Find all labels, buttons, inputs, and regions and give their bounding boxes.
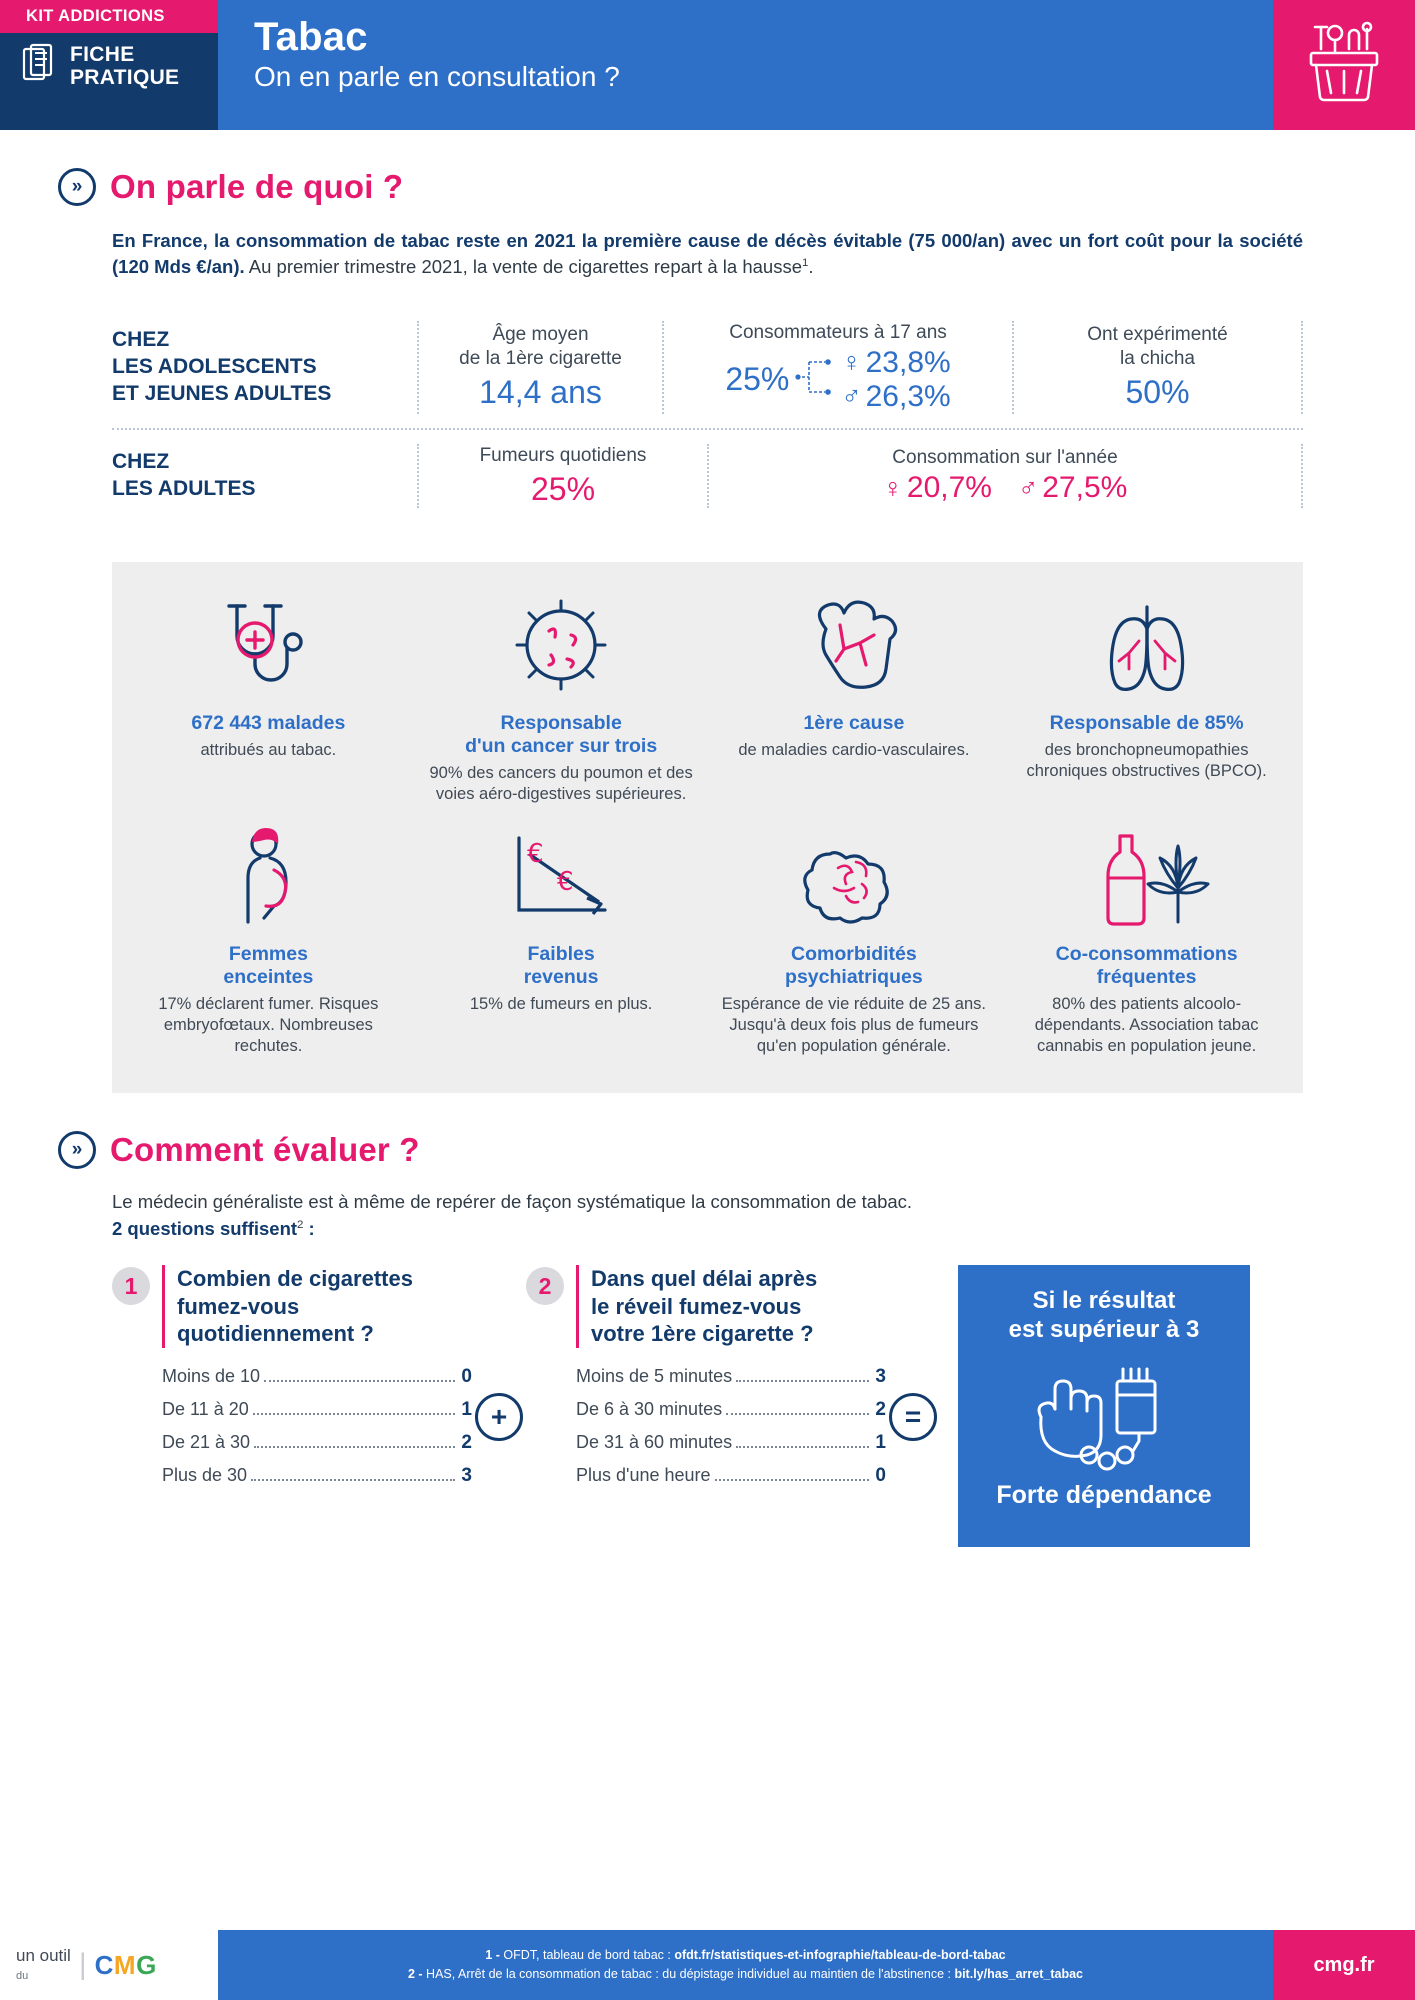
- brain-icon: [720, 823, 989, 933]
- answer-option[interactable]: [162, 1465, 472, 1487]
- question-1-header: [112, 1265, 472, 1348]
- answer-option[interactable]: [576, 1399, 886, 1421]
- answer-points: 3: [875, 1366, 886, 1388]
- question-2-answers: [526, 1366, 886, 1487]
- stats-row-label-adultes: CHEZ LES ADULTES: [112, 449, 256, 500]
- tile-title: Responsable d'un cancer sur trois: [465, 711, 658, 757]
- evaluation-lead: [112, 1189, 1303, 1243]
- evaluation-lead-bold: 2 questions suffisent: [112, 1218, 298, 1240]
- stat-cell-chicha: [1012, 321, 1303, 414]
- question-1-title: Combien de cigarettes fumez-vous quotidiennement ?: [162, 1265, 413, 1348]
- page-title: Tabac: [254, 15, 368, 59]
- tile-text: 15% de fumeurs en plus.: [469, 995, 653, 1014]
- tile-title: 1ère cause: [803, 711, 905, 734]
- section-title-2: Comment évaluer ?: [110, 1131, 420, 1169]
- answer-option[interactable]: [162, 1399, 472, 1421]
- tile-title: Comorbidités psychiatriques: [785, 943, 923, 989]
- tile-co-consommations: [1000, 823, 1293, 1057]
- stat-label-consommation-annee: Consommation sur l'année: [892, 447, 1118, 469]
- answer-points: 2: [875, 1399, 886, 1421]
- answer-points: 0: [875, 1465, 886, 1487]
- tile-text: attribués au tabac.: [200, 740, 337, 759]
- leader-dots: [264, 1380, 455, 1382]
- leader-dots: [254, 1446, 455, 1448]
- lungs-icon: [1012, 592, 1281, 702]
- stat-male-17: ♂ 26,3%: [841, 379, 951, 413]
- tile-title: Femmes enceintes: [223, 943, 314, 989]
- intro-paragraph: [112, 228, 1303, 281]
- evaluation-lead-colon: :: [303, 1218, 315, 1240]
- tile-cancer: [415, 592, 708, 805]
- answer-label: Moins de 10: [162, 1366, 261, 1387]
- stat-label-consommateurs-17: Consommateurs à 17 ans: [729, 321, 947, 343]
- stat-label-fumeurs-quotidiens: Fumeurs quotidiens: [479, 444, 647, 466]
- answer-label: Plus de 30: [162, 1465, 248, 1486]
- leader-dots: [251, 1479, 455, 1481]
- result-title: Si le résultat est supérieur à 3: [1008, 1287, 1200, 1343]
- leader-dots: [253, 1413, 456, 1415]
- answer-label: De 31 à 60 minutes: [576, 1432, 733, 1453]
- stat-value-fumeurs-quotidiens: 25%: [530, 470, 596, 507]
- plus-icon: +: [475, 1393, 523, 1441]
- fiche-pratique-block: [0, 33, 218, 90]
- footer-site-link[interactable]: cmg.fr: [1273, 1930, 1415, 2000]
- question-2-number: 2: [526, 1267, 564, 1305]
- leader-dots: [715, 1479, 870, 1481]
- footer-reference-1: 1 - OFDT, tableau de bord tabac : ofdt.fr/statistiques-et-infographie/tableau-de-bord-tabac: [485, 1948, 1006, 1963]
- tile-bpco: [1000, 592, 1293, 805]
- leader-dots: [726, 1413, 869, 1415]
- stat-female-17: ♀ 23,8%: [841, 345, 951, 379]
- tile-text: des bronchopneumopathies chroniques obstructives (BPCO).: [1026, 740, 1267, 780]
- answer-label: De 21 à 30: [162, 1432, 251, 1453]
- stat-male-adult: ♂ 27,5%: [1018, 471, 1128, 505]
- tile-title: Responsable de 85%: [1049, 711, 1244, 734]
- svg-text:€: €: [527, 839, 544, 870]
- header-right-block: [1273, 0, 1415, 130]
- answer-points: 1: [875, 1432, 886, 1454]
- stats-row-adolescents: [112, 307, 1303, 430]
- statistics-block: [112, 307, 1303, 522]
- tile-text: Espérance de vie réduite de 25 ans. Jusqu'à deux fois plus de fumeurs qu'en population générale.: [721, 995, 986, 1056]
- section-comment-evaluer-header: [58, 1131, 1415, 1169]
- answer-option[interactable]: [576, 1465, 886, 1487]
- footer-reference-2: 2 - HAS, Arrêt de la consommation de tabac : du dépistage individuel au maintien de l'abstinence : bit.ly/has_arret_tabac: [407, 1967, 1083, 1981]
- leader-dots: [736, 1380, 869, 1382]
- tile-text: 90% des cancers du poumon et des voies aéro-digestives supérieures.: [429, 763, 693, 803]
- question-2-title: Dans quel délai après le réveil fumez-vous votre 1ère cigarette ?: [576, 1265, 817, 1348]
- answer-label: De 11 à 20: [162, 1399, 249, 1420]
- hand-cigarette-chain-icon: [972, 1355, 1236, 1473]
- addiction-basket-icon: [1301, 19, 1387, 112]
- answer-option[interactable]: [162, 1432, 472, 1454]
- answer-option[interactable]: [576, 1366, 886, 1388]
- answer-points: 2: [461, 1432, 472, 1454]
- stat-cell-consommateurs-17: [662, 321, 1012, 414]
- stat-cell-age-moyen: [417, 321, 662, 414]
- answer-points: 3: [461, 1465, 472, 1487]
- intro-bold: En France, la consommation de tabac reste en 2021 la première cause de décès évitable (75 000/an) avec un fort coût pour la société (120 Mds €/an).: [112, 230, 1303, 278]
- pregnant-woman-icon: [134, 823, 403, 933]
- kit-badge: KIT ADDICTIONS: [0, 0, 218, 33]
- male-symbol-icon: ♂: [841, 381, 862, 412]
- leader-dots: [736, 1446, 869, 1448]
- stats-row-adultes: [112, 430, 1303, 522]
- stat-value-age-moyen: 14,4 ans: [479, 373, 602, 410]
- section-on-parle-de-quoi-header: [58, 168, 1415, 206]
- tile-title: Faibles revenus: [523, 943, 599, 989]
- footer-divider: |: [78, 1948, 87, 1981]
- operator-equals: [886, 1393, 940, 1441]
- equals-icon: =: [889, 1393, 937, 1441]
- page-header: [0, 0, 1415, 130]
- svg-text:€: €: [557, 867, 574, 898]
- header-left-block: [0, 0, 218, 130]
- bracket-connector-icon: [795, 348, 835, 411]
- tile-cardio: [708, 592, 1001, 805]
- tile-comorbidites: [708, 823, 1001, 1057]
- footer-references: [218, 1930, 1273, 2000]
- answer-points: 1: [461, 1399, 472, 1421]
- tile-text: de maladies cardio-vasculaires.: [738, 740, 970, 759]
- tile-text: 80% des patients alcoolo-dépendants. Association tabac cannabis en population jeune.: [1034, 995, 1259, 1056]
- question-1-answers: [112, 1366, 472, 1487]
- operator-plus: [472, 1393, 526, 1441]
- intro-footnote-ref: 1: [802, 257, 809, 270]
- cancer-cell-icon: [427, 592, 696, 702]
- intro-end: .: [808, 256, 814, 278]
- questionnaire: [112, 1265, 1303, 1547]
- stat-label-age-moyen: Âge moyen de la 1ère cigarette: [459, 324, 622, 369]
- stat-value-consommateurs-17: [680, 346, 996, 414]
- stethoscope-icon: [134, 592, 403, 702]
- footer-logo-block: [0, 1930, 218, 2000]
- fiche-pratique-label: FICHE PRATIQUE: [70, 43, 180, 89]
- evaluation-footnote-ref: 2: [297, 1219, 304, 1232]
- consequences-panel: [112, 562, 1303, 1094]
- bottle-cannabis-icon: [1012, 823, 1281, 933]
- chevron-double-right-icon: »: [58, 1131, 96, 1169]
- stat-value-consommation-annee: [725, 471, 1285, 505]
- question-1-number: 1: [112, 1267, 150, 1305]
- stat-cell-consommation-annee: [707, 444, 1303, 508]
- stat-value-total-17: 25%: [725, 361, 790, 398]
- stats-row-label-adolescents: CHEZ LES ADOLESCENTS ET JEUNES ADULTES: [112, 327, 332, 405]
- consequences-grid: [122, 592, 1293, 1058]
- answer-label: De 6 à 30 minutes: [576, 1399, 723, 1420]
- female-symbol-icon: ♀: [841, 347, 862, 378]
- cmg-logo: CMG: [94, 1949, 157, 1980]
- question-2: [526, 1265, 886, 1498]
- result-conclusion: Forte dépendance: [996, 1480, 1212, 1509]
- chevron-double-right-icon: »: [58, 168, 96, 206]
- footer-reference-1-link[interactable]: ofdt.fr/statistiques-et-infographie/tableau-de-bord-tabac: [674, 1948, 1006, 1963]
- footer-outil-label: un outil du: [16, 1946, 71, 1982]
- question-1: [112, 1265, 472, 1498]
- header-title-block: [218, 0, 1273, 130]
- answer-label: Moins de 5 minutes: [576, 1366, 733, 1387]
- tile-title: Co-consommations fréquentes: [1055, 943, 1238, 989]
- footer-reference-2-link[interactable]: bit.ly/has_arret_tabac: [954, 1967, 1083, 1981]
- answer-label: Plus d'une heure: [576, 1465, 711, 1486]
- intro-rest: Au premier trimestre 2021, la vente de cigarettes repart à la hausse: [244, 256, 802, 278]
- tile-text: 17% déclarent fumer. Risques embryofœtaux. Nombreuses rechutes.: [158, 995, 379, 1056]
- document-icon: [22, 43, 60, 90]
- result-box: [958, 1265, 1250, 1547]
- page-footer: [0, 1930, 1415, 2000]
- evaluation-lead-text: Le médecin généraliste est à même de repérer de façon systématique la consommation de tabac.: [112, 1191, 913, 1213]
- tile-femmes-enceintes: [122, 823, 415, 1057]
- section-title-1: On parle de quoi ?: [110, 168, 404, 205]
- answer-points: 0: [461, 1366, 472, 1388]
- tile-title: 672 443 malades: [191, 711, 346, 734]
- male-symbol-icon: ♂: [1018, 472, 1039, 503]
- page-subtitle: On en parle en consultation ?: [254, 61, 620, 92]
- stat-label-chicha: Ont expérimenté la chicha: [1087, 324, 1228, 369]
- question-2-header: [526, 1265, 886, 1348]
- answer-option[interactable]: [576, 1432, 886, 1454]
- answer-option[interactable]: [162, 1366, 472, 1388]
- tile-faibles-revenus: [415, 823, 708, 1057]
- stat-female-adult: ♀ 20,7%: [882, 471, 992, 505]
- stat-cell-fumeurs-quotidiens: [417, 444, 707, 508]
- declining-euro-chart-icon: [427, 823, 696, 933]
- stat-value-chicha: 50%: [1125, 373, 1190, 410]
- heart-icon: [720, 592, 989, 702]
- tile-maladies-attribuees: [122, 592, 415, 805]
- female-symbol-icon: ♀: [882, 472, 903, 503]
